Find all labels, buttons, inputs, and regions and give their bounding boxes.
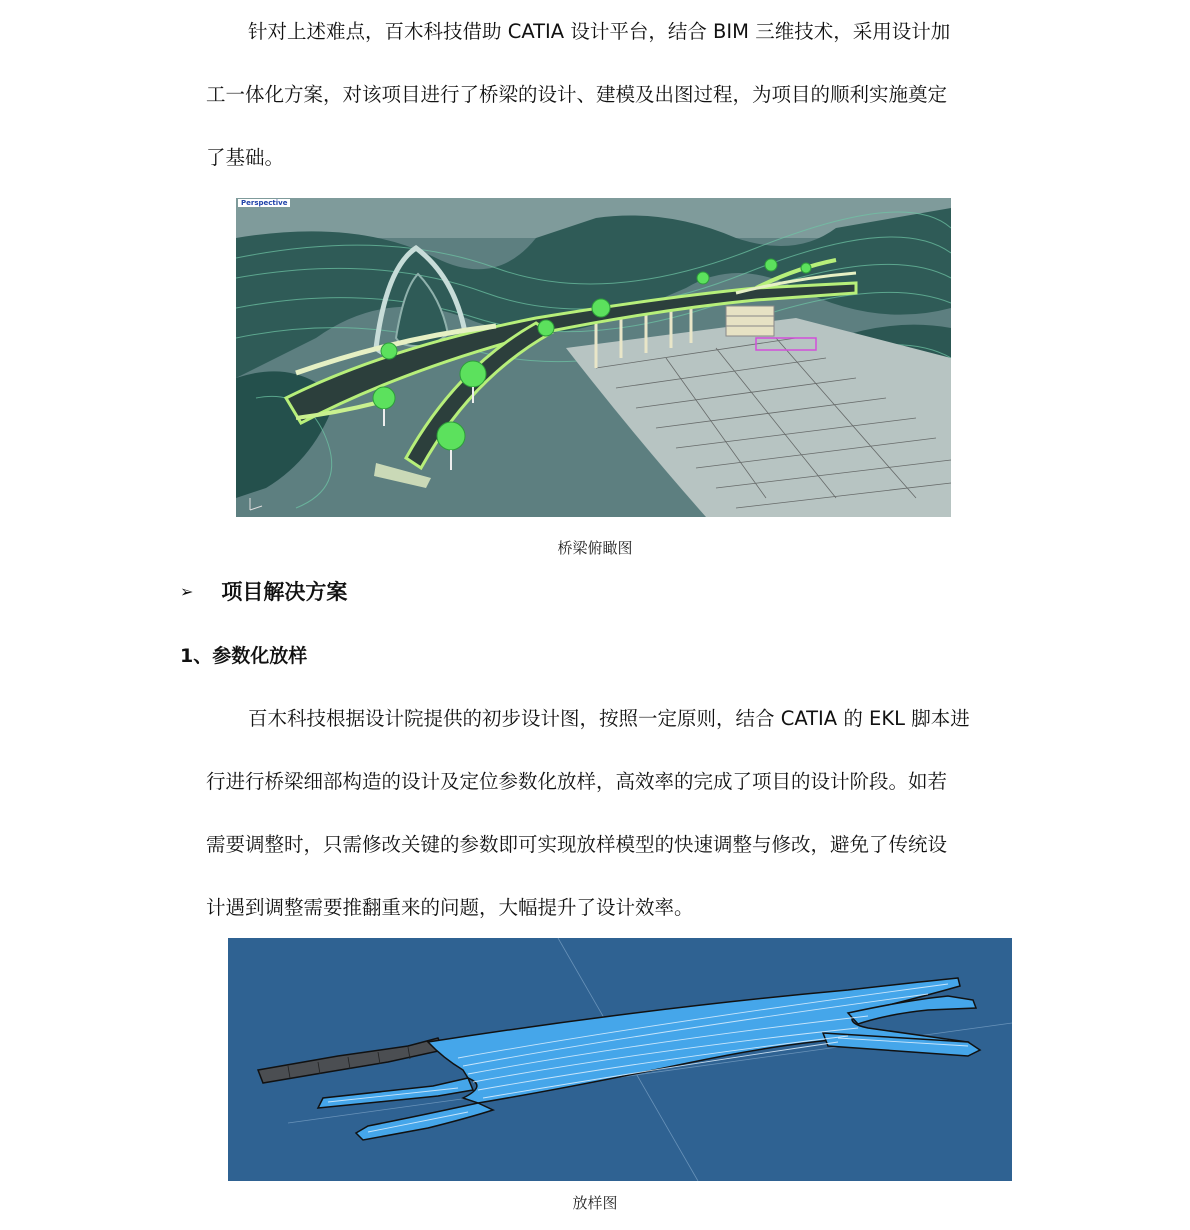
body-line-3: 需要调整时，只需修改关键的参数即可实现放样模型的快速调整与修改，避免了传统设 [206, 833, 948, 856]
body-line-1: 百木科技根据设计院提供的初步设计图，按照一定原则，结合 CATIA 的 EKL 脚本进 [248, 707, 970, 730]
figure1-caption: 桥梁俯瞰图 [557, 539, 633, 557]
intro-line-2: 工一体化方案，对该项目进行了桥梁的设计、建模及出图过程，为项目的顺利实施奠定 [206, 83, 948, 106]
bridge-aerial-drawing [236, 198, 951, 517]
body-paragraph [206, 687, 1010, 939]
body-line-4: 计遇到调整需要推翻重来的问题，大幅提升了设计效率。 [206, 896, 694, 919]
section-title: 项目解决方案 [221, 580, 348, 604]
bridge-aerial-image [236, 198, 951, 517]
subsection-title: 1、参数化放样 [180, 645, 308, 667]
intro-paragraph [206, 0, 1010, 189]
intro-line-1: 针对上述难点，百木科技借助 CATIA 设计平台，结合 BIM 三维技术，采用设计加 [248, 20, 951, 43]
intro-line-3: 了基础。 [206, 146, 285, 169]
figure2-caption: 放样图 [572, 1194, 618, 1212]
body-line-2: 行进行桥梁细部构造的设计及定位参数化放样，高效率的完成了项目的设计阶段。如若 [206, 770, 948, 793]
lofting-model-drawing [228, 938, 1012, 1181]
lofting-model-image [228, 938, 1012, 1181]
bullet-arrow-icon: ➢ [180, 581, 194, 601]
section-heading [180, 576, 347, 606]
view-label: Perspective [238, 199, 290, 207]
